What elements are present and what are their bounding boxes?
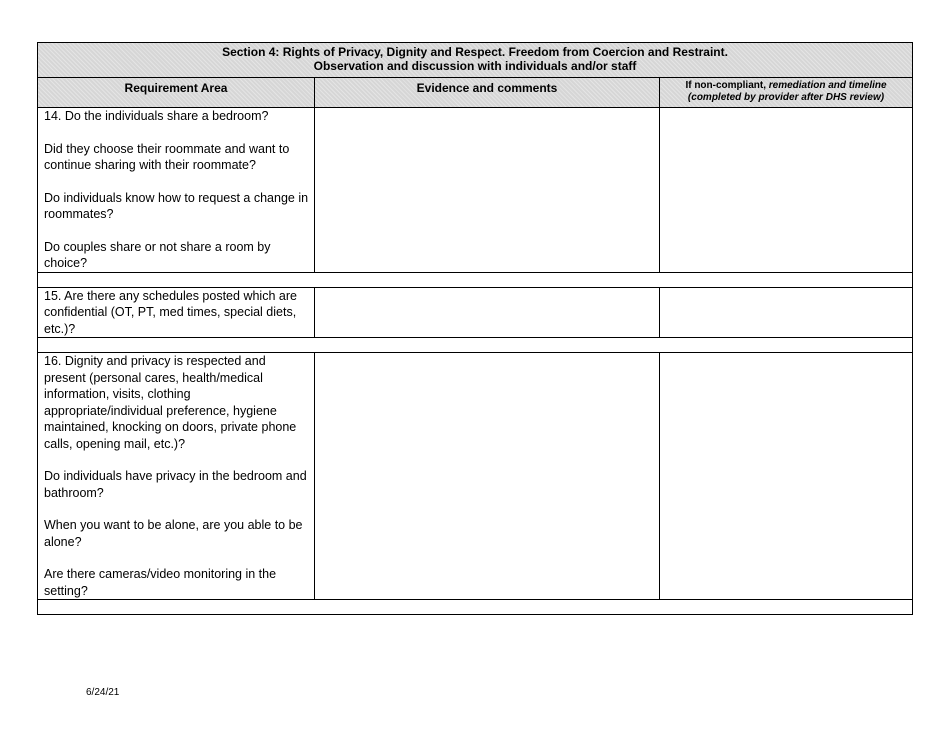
spacer-cell: [38, 272, 913, 287]
row-spacer: [38, 338, 913, 353]
table-row: [38, 108, 913, 273]
question-text: When you want to be alone, are you able to be alone?: [44, 518, 303, 549]
section-title-header: [38, 43, 913, 78]
row-spacer: [38, 272, 913, 287]
requirement-cell-14: [38, 108, 315, 273]
question-text: 16. Dignity and privacy is respected and present (personal cares, health/medical information, visits, clothing appropriate/individual preference, hygiene maintained, knocking on doors, private phone calls, opening mail, etc.)?: [44, 354, 297, 451]
question-text: 14. Do the individuals share a bedroom?: [44, 109, 269, 123]
table-row: [38, 353, 913, 600]
remediation-header-italic: remediation and timeline: [768, 80, 887, 91]
remediation-field-14[interactable]: [660, 108, 913, 273]
evidence-field-16[interactable]: [315, 353, 660, 600]
spacer-cell: [38, 600, 913, 615]
remediation-field-15[interactable]: [660, 287, 913, 338]
row-spacer: [38, 600, 913, 615]
evidence-comments-header: Evidence and comments: [315, 78, 660, 108]
question-text: Did they choose their roommate and want to continue sharing with their roommate?: [44, 141, 290, 172]
question-text: 15. Are there any schedules posted which are confidential (OT, PT, med times, special diets, etc.)?: [44, 288, 297, 336]
remediation-header-prefix: If non-compliant,: [685, 80, 769, 91]
evidence-field-14[interactable]: [315, 108, 660, 273]
question-text: Do individuals know how to request a change in roommates?: [44, 190, 309, 221]
requirement-cell-15: [38, 287, 315, 338]
remediation-field-16[interactable]: [660, 353, 913, 600]
question-text: Do individuals have privacy in the bedroom and bathroom?: [44, 469, 307, 500]
remediation-header-note: (completed by provider after DHS review): [687, 92, 885, 103]
footer-date: 6/24/21: [86, 687, 120, 698]
spacer-cell: [38, 338, 913, 353]
assessment-form-table: [37, 42, 913, 615]
question-text: Are there cameras/video monitoring in the setting?: [44, 567, 277, 598]
section-subtitle: Observation and discussion with individuals and/or staff: [313, 59, 637, 73]
section-title: Section 4: Rights of Privacy, Dignity and Respect. Freedom from Coercion and Restraint.: [222, 45, 728, 59]
remediation-header: [660, 78, 913, 108]
requirement-area-header: Requirement Area: [38, 78, 315, 108]
table-row: [38, 287, 913, 338]
evidence-field-15[interactable]: [315, 287, 660, 338]
question-text: Do couples share or not share a room by choice?: [44, 239, 271, 270]
requirement-cell-16: [38, 353, 315, 600]
